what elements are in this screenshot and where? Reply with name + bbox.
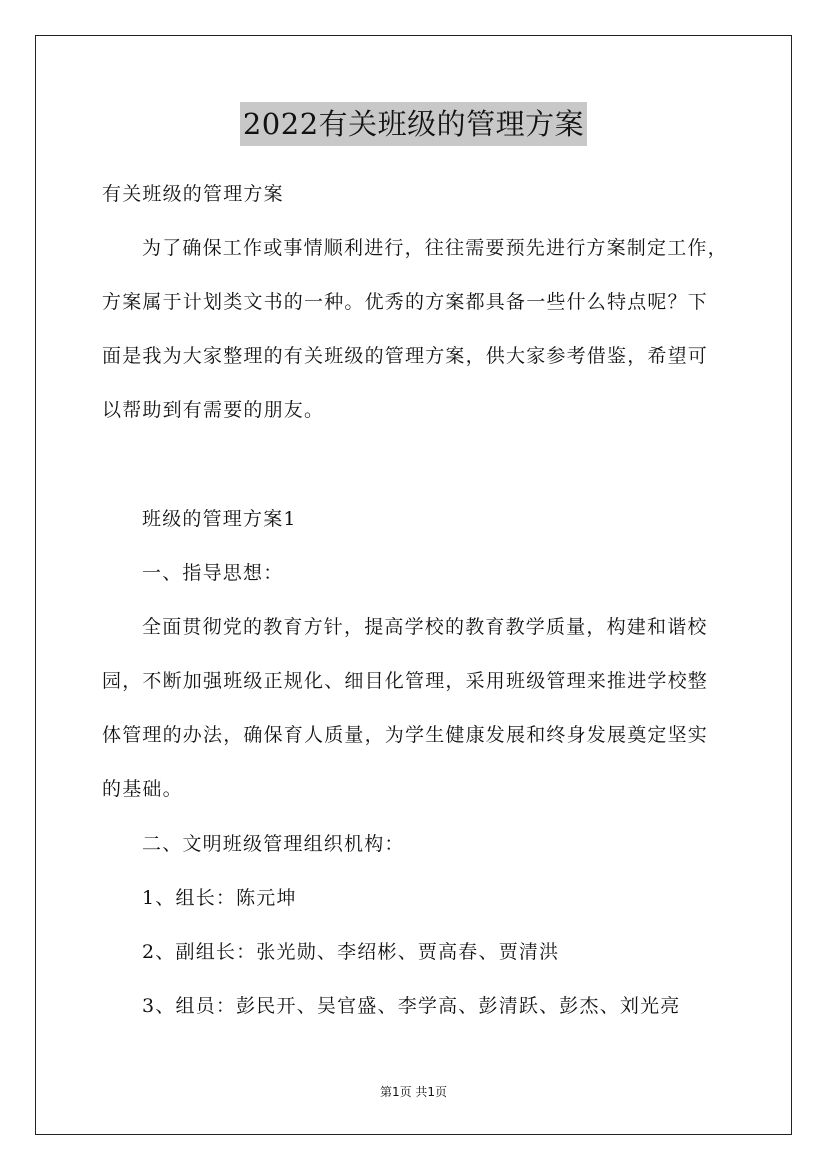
list-item: 3、组员：彭民开、吴官盛、李学高、彭清跃、彭杰、刘光亮 — [142, 995, 681, 1017]
paragraph-line: 以帮助到有需要的朋友。 — [102, 399, 325, 421]
list-item: 2、副组长：张光勋、李绍彬、贾高春、贾清洪 — [142, 941, 560, 963]
page-number: 第1页 共1页 — [379, 1085, 448, 1099]
list-item: 1、组长：陈元坤 — [142, 887, 297, 909]
paragraph-line: 为了确保工作或事情顺利进行，往往需要预先进行方案制定工作， — [142, 237, 728, 259]
paragraph-line: 园，不断加强班级正规化、细目化管理，采用班级管理来推进学校整 — [102, 670, 709, 692]
paragraph-line: 方案属于计划类文书的一种。优秀的方案都具备一些什么特点呢？下 — [102, 291, 709, 313]
document-title — [0, 101, 827, 145]
section-heading: 班级的管理方案1 — [142, 508, 297, 530]
section-heading: 二、文明班级管理组织机构： — [142, 833, 405, 855]
document-title-text: 2022有关班级的管理方案 — [240, 102, 587, 146]
paragraph-line: 面是我为大家整理的有关班级的管理方案，供大家参考借鉴，希望可 — [102, 345, 709, 367]
paragraph-line: 体管理的办法，确保育人质量，为学生健康发展和终身发展奠定坚实 — [102, 724, 709, 746]
paragraph-line: 全面贯彻党的教育方针，提高学校的教育教学质量，构建和谐校 — [142, 616, 708, 638]
subtitle: 有关班级的管理方案 — [102, 183, 284, 205]
section-heading: 一、指导思想： — [142, 562, 284, 584]
paragraph-line: 的基础。 — [102, 778, 183, 800]
